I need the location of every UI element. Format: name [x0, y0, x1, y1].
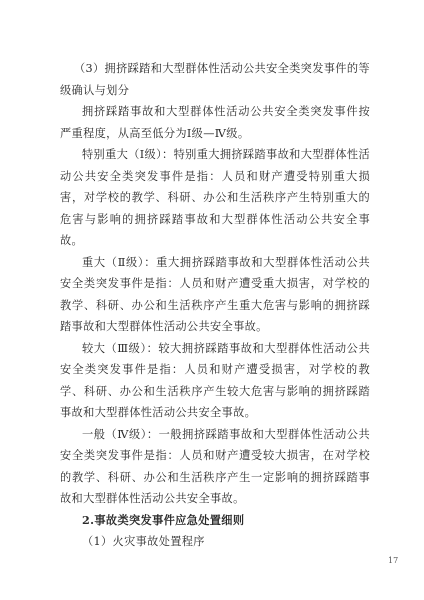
- sub-item-heading: （1）火灾事故处置程序: [82, 535, 205, 548]
- section-heading: （3）拥挤踩踏和大型群体性活动公共安全类突发事件的等级确认与划分: [60, 62, 370, 97]
- page-number: 17: [388, 556, 399, 565]
- paragraph-level-1: 特别重大（Ⅰ级）：特别重大拥挤踩踏事故和大型群体性活动公共安全类突发事件是指：人员和财产遭受特别重大损害，对学校的教学、科研、办公和生活秩序产生特别重大的危害与影响的拥挤踩踏事故和大型群体性活动公共安全事故。: [60, 148, 370, 247]
- document-page: [60, 58, 370, 553]
- paragraph-level-3: 较大（Ⅲ级）：较大拥挤踩踏事故和大型群体性活动公共安全类突发事件是指：人员和财产遭受损害，对学校的教学、科研、办公和生活秩序产生较大危害与影响的拥挤踩踏事故和大型群体性活动公共安全事故。: [60, 341, 370, 419]
- paragraph-level-4: 一般（Ⅳ级）：一般拥挤踩踏事故和大型群体性活动公共安全类突发事件是指：人员和财产遭受较大损害，在对学校的教学、科研、办公和生活秩序产生一定影响的拥挤踩踏事故和大型群体性活动公共安全事故。: [60, 427, 370, 505]
- paragraph-level-2: 重大（Ⅱ级）：重大拥挤踩踏事故和大型群体性活动公共安全类突发事件是指：人员和财产遭受重大损害，对学校的教学、科研、办公和生活秩序产生重大危害与影响的拥挤踩踏事故和大型群体性活动公共安全事故。: [60, 255, 370, 333]
- subsection-heading: 2.事故类突发事件应急处置细则: [82, 512, 245, 527]
- paragraph-grading-intro: 拥挤踩踏事故和大型群体性活动公共安全类突发事件按严重程度，从高至低分为Ⅰ级—Ⅳ级。: [60, 105, 370, 140]
